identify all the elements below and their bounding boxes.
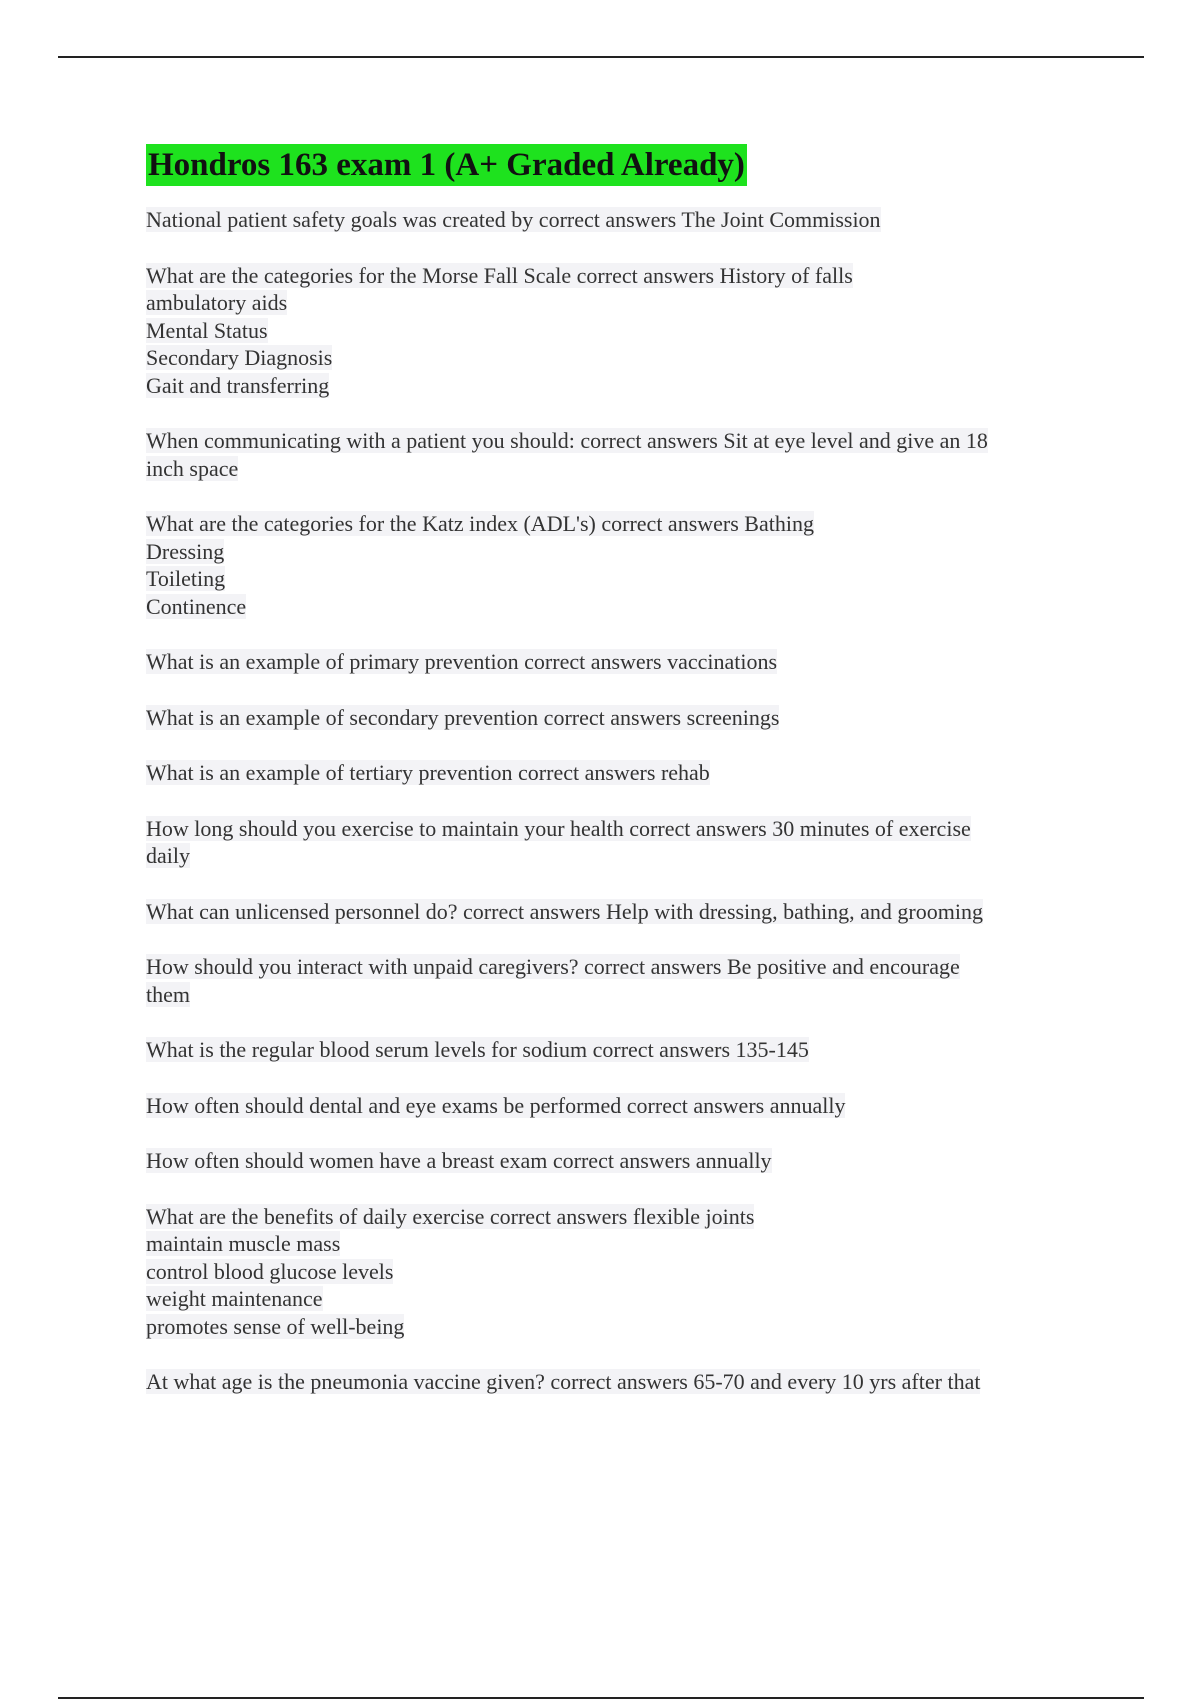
qa-answer-line: weight maintenance — [146, 1286, 323, 1311]
qa-question-line: What is an example of secondary prevention correct answers screenings — [146, 704, 780, 730]
qa-item — [146, 1203, 1096, 1341]
qa-answer-line: inch space — [146, 455, 239, 481]
qa-question-line: What is the regular blood serum levels for sodium correct answers 135-145 — [146, 1037, 809, 1062]
document-title: Hondros 163 exam 1 (A+ Graded Already) — [146, 144, 747, 186]
qa-item — [146, 815, 1096, 870]
qa-question-line: What are the categories for the Morse Fall Scale correct answers History of falls — [146, 262, 853, 288]
qa-answer-line: ambulatory aids — [146, 290, 288, 315]
qa-item — [146, 1092, 1096, 1120]
qa-question-line: What can unlicensed personnel do? correct answers Help with dressing, bathing, and grooming — [146, 898, 983, 924]
qa-question-line: At what age is the pneumonia vaccine given? correct answers 65-70 and every 10 yrs after that — [146, 1369, 981, 1394]
qa-answer-line: Mental Status — [146, 317, 268, 343]
qa-answer-line: Dressing — [146, 538, 225, 564]
qa-answer-line: them — [146, 981, 190, 1007]
qa-answer-line: promotes sense of well-being — [146, 1313, 405, 1339]
qa-item — [146, 898, 1096, 926]
qa-list — [146, 206, 1096, 1396]
qa-item — [146, 648, 1096, 676]
qa-question-line: How often should dental and eye exams be performed correct answers annually — [146, 1092, 846, 1118]
qa-answer-line: maintain muscle mass — [146, 1231, 341, 1256]
qa-answer-line: Gait and transferring — [146, 372, 330, 398]
qa-answer-line: daily — [146, 843, 190, 868]
qa-answer-line: Secondary Diagnosis — [146, 345, 333, 370]
qa-item — [146, 1368, 1096, 1396]
qa-answer-line: Toileting — [146, 566, 226, 591]
qa-question-line: What is an example of tertiary prevention correct answers rehab — [146, 760, 710, 785]
qa-item — [146, 427, 1096, 482]
qa-answer-line: control blood glucose levels — [146, 1258, 394, 1284]
top-rule — [58, 56, 1144, 58]
qa-item — [146, 262, 1096, 400]
qa-item — [146, 704, 1096, 732]
qa-question-line: What are the categories for the Katz index (ADL's) correct answers Bathing — [146, 511, 814, 536]
qa-question-line: What are the benefits of daily exercise correct answers flexible joints — [146, 1203, 755, 1229]
qa-item — [146, 759, 1096, 787]
qa-item — [146, 1147, 1096, 1175]
qa-question-line: National patient safety goals was created by correct answers The Joint Commission — [146, 207, 881, 232]
qa-item — [146, 1036, 1096, 1064]
qa-item — [146, 510, 1096, 620]
qa-question-line: How should you interact with unpaid caregivers? correct answers Be positive and encourage — [146, 954, 960, 979]
qa-item — [146, 206, 1096, 234]
bottom-rule — [58, 1697, 1144, 1699]
qa-item — [146, 953, 1096, 1008]
qa-question-line: How long should you exercise to maintain your health correct answers 30 minutes of exercise — [146, 815, 971, 841]
document-body — [146, 144, 1096, 1424]
qa-question-line: When communicating with a patient you should: correct answers Sit at eye level and give an 18 — [146, 428, 988, 453]
qa-question-line: How often should women have a breast exam correct answers annually — [146, 1148, 772, 1173]
qa-question-line: What is an example of primary prevention correct answers vaccinations — [146, 649, 778, 674]
qa-answer-line: Continence — [146, 593, 247, 619]
